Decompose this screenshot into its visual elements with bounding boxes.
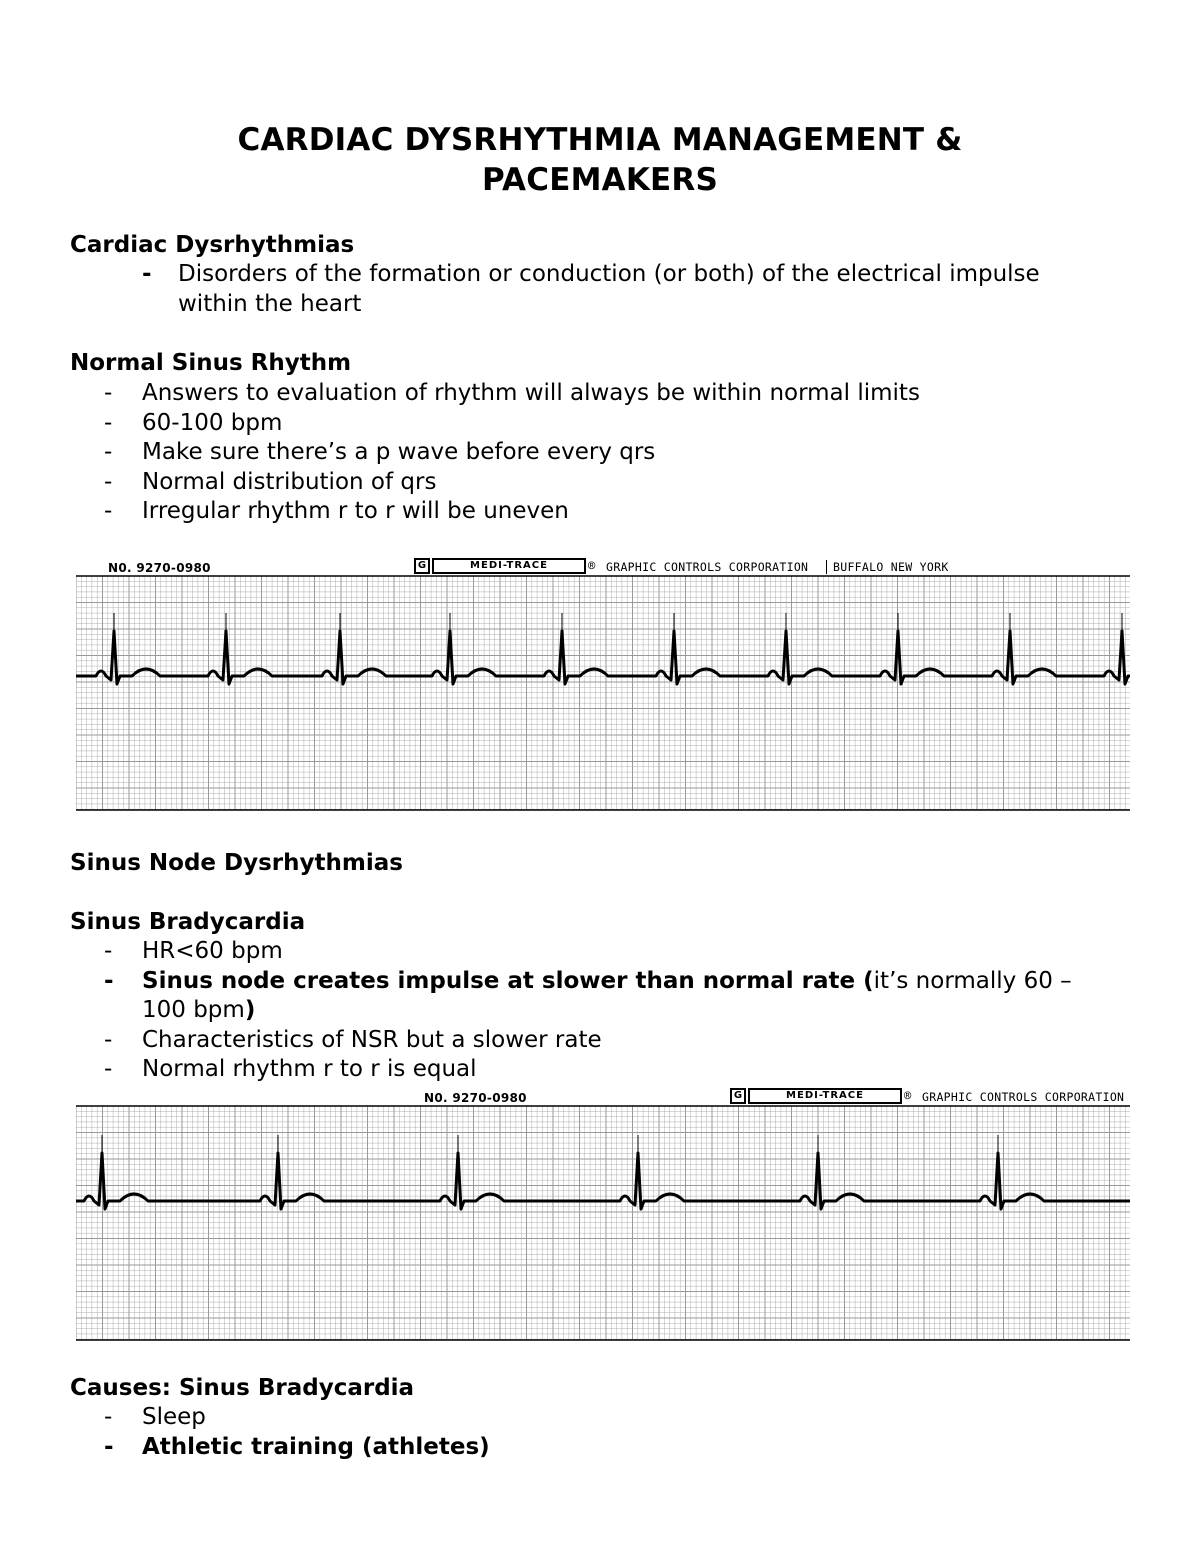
list-item-text: Sleep	[142, 1404, 206, 1430]
list-item-text: 60-100 bpm	[142, 409, 283, 436]
list-cardiac-dysrhythmias	[138, 260, 1058, 319]
list-item	[100, 967, 1122, 1026]
heading-causes-sinus-bradycardia: Causes: Sinus Bradycardia	[70, 1375, 415, 1401]
list-item-text	[142, 967, 1122, 1026]
list-item-text: Athletic training (athletes)	[142, 1433, 490, 1460]
grid-lines	[76, 1106, 1130, 1340]
bold-text: Sinus node creates impulse at slower than normal rate	[142, 967, 856, 994]
title-line-1: CARDIAC DYSRHYTHMIA MANAGEMENT &	[237, 122, 963, 158]
list-item	[100, 468, 920, 498]
g-logo-icon: G	[414, 558, 430, 574]
list-item	[100, 379, 920, 409]
company-name: GRAPHIC CONTROLS CORPORATION	[606, 560, 809, 574]
bullet-dash: -	[104, 967, 114, 994]
bullet-dash: -	[104, 380, 113, 406]
bullet-dash: -	[104, 498, 113, 525]
strip-catalog-number: N0. 9270-0980	[424, 1091, 527, 1105]
company-name: GRAPHIC CONTROLS CORPORATION	[922, 1090, 1125, 1104]
bullet-dash: -	[104, 1026, 113, 1053]
list-item-text: Answers to evaluation of rhythm will always be within normal limits	[142, 380, 920, 406]
heading-sinus-node-dysrhythmias: Sinus Node Dysrhythmias	[70, 850, 403, 876]
list-item-text: Characteristics of NSR but a slower rate	[142, 1026, 602, 1053]
list-item	[100, 1055, 1122, 1085]
heading-cardiac-dysrhythmias: Cardiac Dysrhythmias	[70, 232, 355, 258]
ecg-grid-svg	[76, 556, 1130, 812]
list-normal-sinus-rhythm	[100, 379, 920, 527]
list-item	[100, 1433, 490, 1463]
list-item	[100, 937, 1122, 967]
bullet-dash: -	[104, 1433, 114, 1460]
brand-box: MEDI-TRACE	[432, 558, 586, 574]
paren-close: )	[244, 997, 256, 1024]
list-item-text: Normal distribution of qrs	[142, 468, 437, 495]
registered-mark: ®	[588, 559, 596, 573]
bullet-dash: -	[104, 938, 113, 964]
list-item-text: Irregular rhythm r to r will be uneven	[142, 498, 569, 525]
bullet-dash: -	[104, 409, 113, 436]
list-item	[100, 1403, 490, 1433]
bullet-dash: -	[104, 439, 113, 466]
bullet-dash: -	[104, 468, 113, 495]
list-item	[100, 438, 920, 468]
title-line-2: PACEMAKERS	[481, 162, 719, 198]
strip-catalog-number: N0. 9270-0980	[108, 561, 211, 575]
heading-normal-sinus-rhythm: Normal Sinus Rhythm	[70, 350, 352, 376]
heading-sinus-bradycardia: Sinus Bradycardia	[70, 909, 306, 935]
list-item-text: Normal rhythm r to r is equal	[142, 1056, 477, 1083]
paren-open: (	[855, 967, 874, 994]
company-city: BUFFALO NEW YORK	[826, 560, 949, 574]
normal-text: it’s normally 60 – 100 bpm	[142, 967, 1072, 1024]
ecg-strip-sinus-bradycardia	[76, 1086, 1130, 1342]
grid-lines	[76, 576, 1130, 810]
brand-box: MEDI-TRACE	[748, 1088, 902, 1104]
bullet-dash: -	[104, 1056, 113, 1083]
bullet-dash: -	[142, 261, 152, 287]
list-item-text: Disorders of the formation or conduction (or both) of the electrical impulse within the heart	[178, 261, 1040, 317]
ecg-strip-normal-sinus	[76, 556, 1130, 812]
list-item-text: Make sure there’s a p wave before every qrs	[142, 439, 656, 466]
ecg-grid-svg	[76, 1086, 1130, 1342]
bullet-dash: -	[104, 1404, 113, 1430]
list-item	[138, 260, 1058, 319]
list-item	[100, 1026, 1122, 1056]
list-item	[100, 409, 920, 439]
g-logo-icon: G	[730, 1088, 746, 1104]
list-sinus-bradycardia	[100, 937, 1122, 1085]
list-item	[100, 497, 920, 527]
registered-mark: ®	[904, 1089, 912, 1103]
list-item-text: HR<60 bpm	[142, 938, 283, 964]
list-causes	[100, 1403, 490, 1462]
page-title	[0, 120, 1200, 200]
